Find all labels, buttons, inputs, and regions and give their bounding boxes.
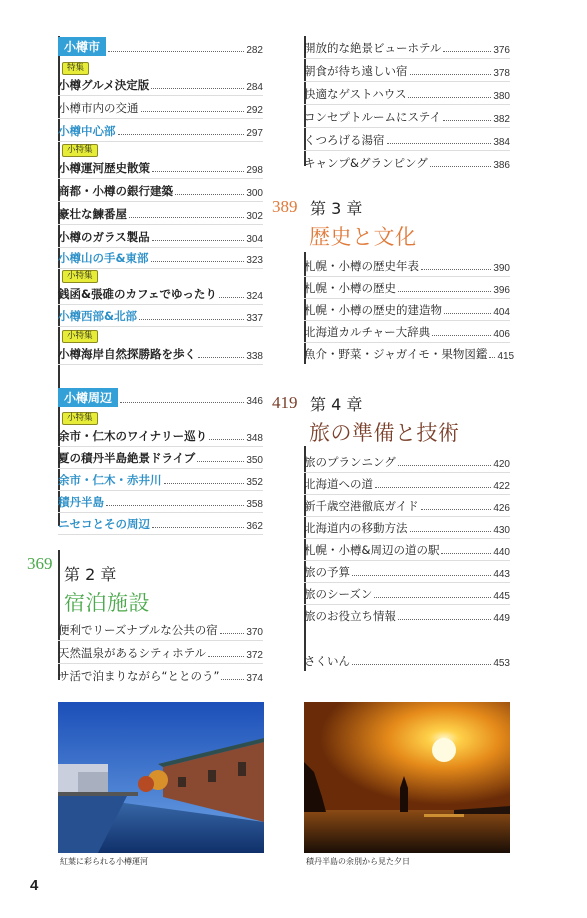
toc-entry[interactable]: 銭函&張碓のカフェでゆったり 324 xyxy=(58,282,263,302)
toc-entry[interactable]: ニセコとその周辺 362 xyxy=(58,512,263,532)
special-feature-tag: 特集 xyxy=(62,62,89,75)
chapter-2-label: 第 2 章 xyxy=(64,565,117,584)
photo-shakotan-sunset xyxy=(304,702,510,853)
toc-entry[interactable]: 夏の積丹半島絶景ドライブ 350 xyxy=(58,446,263,466)
chapter-4-page: 419 xyxy=(272,393,298,412)
toc-entry[interactable]: 北海道内の移動方法 430 xyxy=(304,516,510,536)
photo-caption-left: 紅葉に彩られる小樽運河 xyxy=(60,857,148,866)
section-label: 小樽市 xyxy=(58,37,106,56)
toc-entry[interactable]: 旅の予算 443 xyxy=(304,560,510,580)
toc-entry[interactable]: 便利でリーズナブルな公共の宿 370 xyxy=(58,618,263,638)
toc-entry-index[interactable]: さくいん 453 xyxy=(304,654,510,669)
toc-entry[interactable]: 小樽西部&北部 337 xyxy=(58,304,263,324)
page-ref: 282 xyxy=(246,45,263,56)
chapter-2-page: 369 xyxy=(27,554,53,573)
toc-entry[interactable]: 北海道カルチャー大辞典 406 xyxy=(304,320,510,340)
chapter-2-title: 宿泊施設 xyxy=(64,591,150,615)
toc-entry[interactable]: 積丹半島 358 xyxy=(58,490,263,510)
toc-entry[interactable]: 札幌・小樽の歴史的建造物 404 xyxy=(304,298,510,318)
small-feature-tag: 小特集 xyxy=(62,144,98,157)
chapter-3-title: 歴史と文化 xyxy=(309,225,417,249)
toc-entry[interactable]: 札幌・小樽の歴史 396 xyxy=(304,276,510,296)
toc-entry[interactable]: サ活で泊まりながら“ととのう” 374 xyxy=(58,669,263,684)
toc-entry[interactable]: 豪壮な鰊番屋 302 xyxy=(58,202,263,222)
toc-entry[interactable]: くつろげる湯宿 384 xyxy=(304,128,510,148)
toc-entry[interactable]: 小樽海岸自然探勝路を歩く 338 xyxy=(58,342,263,362)
toc-entry[interactable]: 天然温泉があるシティホテル 372 xyxy=(58,641,263,661)
toc-section-otaru[interactable] xyxy=(58,36,263,56)
toc-entry[interactable]: 快適なゲストハウス 380 xyxy=(304,82,510,102)
toc-entry[interactable]: 新千歳空港徹底ガイド 426 xyxy=(304,494,510,514)
toc-entry[interactable]: 余市・仁木のワイナリー巡り 348 xyxy=(58,424,263,444)
small-feature-tag: 小特集 xyxy=(62,270,98,283)
toc-entry[interactable]: 旅のシーズン 445 xyxy=(304,582,510,602)
toc-entry[interactable]: キャンプ&グランピング 386 xyxy=(304,156,510,171)
chapter-3-label: 第 3 章 xyxy=(310,199,363,218)
toc-entry[interactable]: 旅のプランニング 420 xyxy=(304,450,510,470)
toc-entry[interactable]: 小樽市内の交通 292 xyxy=(58,96,263,116)
toc-entry[interactable]: 北海道への道 422 xyxy=(304,472,510,492)
toc-entry[interactable]: 小樽のガラス製品 304 xyxy=(58,225,263,245)
chapter-3-page: 389 xyxy=(272,197,298,216)
chapter-4-label: 第 4 章 xyxy=(310,395,363,414)
toc-entry[interactable]: 余市・仁木・赤井川 352 xyxy=(58,468,263,488)
page-number: 4 xyxy=(30,877,39,894)
photo-otaru-canal xyxy=(58,702,264,853)
toc-entry[interactable]: 開放的な絶景ビューホテル 376 xyxy=(304,36,510,56)
toc-entry[interactable]: 旅のお役立ち情報 449 xyxy=(304,609,510,624)
toc-entry[interactable]: 小樽運河歴史散策 298 xyxy=(58,156,263,176)
small-feature-tag: 小特集 xyxy=(62,412,98,425)
toc-entry[interactable]: 小樽中心部 297 xyxy=(58,119,263,139)
chapter-4-title: 旅の準備と技術 xyxy=(309,421,460,445)
toc-entry[interactable]: 小樽グルメ決定版 284 xyxy=(58,73,263,93)
toc-entry[interactable]: コンセプトルームにステイ 382 xyxy=(304,105,510,125)
toc-entry[interactable]: 魚介・野菜・ジャガイモ・果物図鑑 415 xyxy=(304,347,515,362)
toc-entry[interactable]: 札幌・小樽の歴史年表 390 xyxy=(304,254,510,274)
small-feature-tag: 小特集 xyxy=(62,330,98,343)
toc-section-otaru-surroundings[interactable]: 小樽周辺 346 xyxy=(58,387,263,407)
toc-entry[interactable]: 朝食が待ち遠しい宿 378 xyxy=(304,59,510,79)
photo-caption-right: 積丹半島の余別から見た夕日 xyxy=(306,857,410,866)
toc-entry[interactable]: 小樽山の手&東部 323 xyxy=(58,246,263,266)
section-label: 小樽周辺 xyxy=(58,388,118,407)
toc-entry[interactable]: 札幌・小樽&周辺の道の駅 440 xyxy=(304,538,510,558)
toc-entry[interactable]: 商都・小樽の銀行建築 300 xyxy=(58,179,263,199)
